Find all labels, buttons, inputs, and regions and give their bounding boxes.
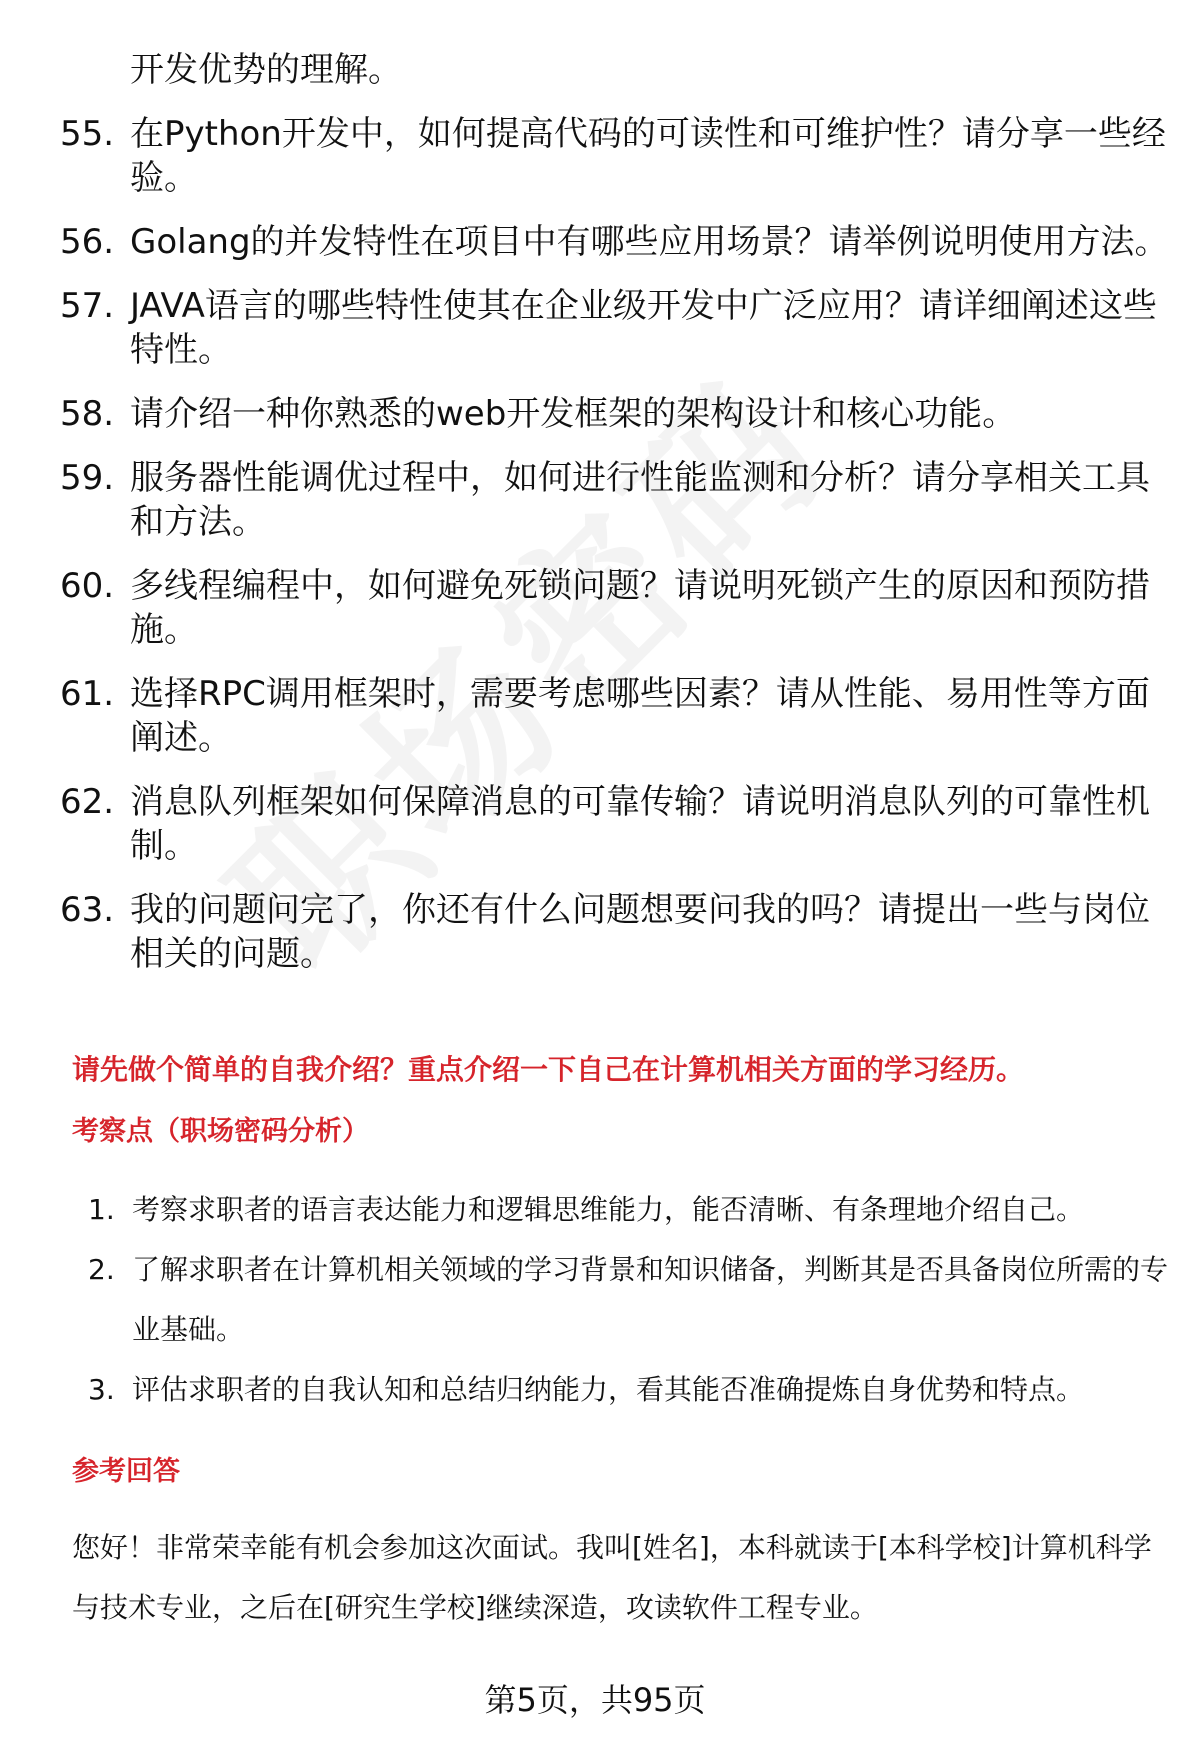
question-text: 开发优势的理解。 <box>130 50 402 90</box>
question-item <box>60 672 1170 760</box>
answer-text: 您好！非常荣幸能有机会参加这次面试。我叫[姓名]，本科就读于[本科学校]计算机科学与技术专业，之后在[研究生学校]继续深造，攻读软件工程专业。 <box>72 1531 1152 1624</box>
analysis-point-number: 1. <box>88 1193 115 1226</box>
analysis-point-number: 2. <box>88 1253 115 1286</box>
question-text: 选择RPC调用框架时，需要考虑哪些因素？请从性能、易用性等方面阐述。 <box>130 674 1150 758</box>
analysis-point-number: 3. <box>88 1373 115 1406</box>
question-number: 59. <box>60 458 115 498</box>
question-item <box>60 888 1170 976</box>
section-title: 请先做个简单的自我介绍？重点介绍一下自己在计算机相关方面的学习经历。 <box>72 1053 1025 1086</box>
question-text: 消息队列框架如何保障消息的可靠传输？请说明消息队列的可靠性机制。 <box>130 782 1150 866</box>
question-text: Golang的并发特性在项目中有哪些应用场景？请举例说明使用方法。 <box>130 222 1169 262</box>
question-number: 57. <box>60 286 115 326</box>
question-item <box>60 456 1170 544</box>
answer-title: 参考回答 <box>72 1456 180 1487</box>
question-item <box>60 112 1170 200</box>
question-text: 请介绍一种你熟悉的web开发框架的架构设计和核心功能。 <box>130 394 1017 434</box>
question-text: 服务器性能调优过程中，如何进行性能监测和分析？请分享相关工具和方法。 <box>130 458 1150 542</box>
analysis-point-text: 评估求职者的自我认知和总结归纳能力，看其能否准确提炼自身优势和特点。 <box>132 1373 1085 1406</box>
question-text: 多线程编程中，如何避免死锁问题？请说明死锁产生的原因和预防措施。 <box>130 566 1150 650</box>
analysis-subtitle: 考察点（职场密码分析） <box>72 1116 369 1147</box>
analysis-point <box>88 1360 1168 1420</box>
page-footer: 第5页，共95页 <box>484 1681 706 1719</box>
question-number: 63. <box>60 890 115 930</box>
analysis-point-list <box>88 1180 1168 1420</box>
question-item <box>60 392 1170 436</box>
analysis-point <box>88 1240 1168 1360</box>
question-number: 58. <box>60 394 115 434</box>
analysis-point <box>88 1180 1168 1240</box>
analysis-point-text: 了解求职者在计算机相关领域的学习背景和知识储备，判断其是否具备岗位所需的专业基础。 <box>132 1253 1169 1346</box>
question-text: 在Python开发中，如何提高代码的可读性和可维护性？请分享一些经验。 <box>130 114 1166 198</box>
question-number: 56. <box>60 222 115 262</box>
question-list <box>60 48 1170 996</box>
question-text: 我的问题问完了，你还有什么问题想要问我的吗？请提出一些与岗位相关的问题。 <box>130 890 1150 974</box>
question-item <box>60 284 1170 372</box>
question-number: 62. <box>60 782 115 822</box>
question-item <box>60 48 1170 92</box>
question-item <box>60 220 1170 264</box>
analysis-point-text: 考察求职者的语言表达能力和逻辑思维能力，能否清晰、有条理地介绍自己。 <box>132 1193 1085 1226</box>
question-item <box>60 564 1170 652</box>
question-number: 61. <box>60 674 115 714</box>
question-number: 55. <box>60 114 115 154</box>
question-item <box>60 780 1170 868</box>
question-number <box>60 48 130 92</box>
question-text: JAVA语言的哪些特性使其在企业级开发中广泛应用？请详细阐述这些特性。 <box>130 286 1157 370</box>
question-number: 60. <box>60 566 115 606</box>
